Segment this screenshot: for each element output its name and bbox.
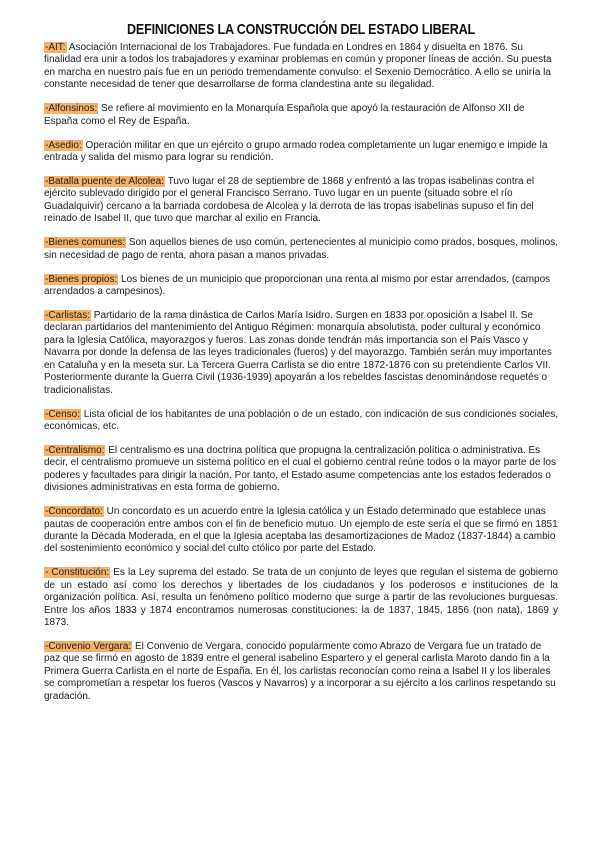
definition-entry — [44, 567, 558, 629]
definition-term: -Bienes propios: — [45, 273, 118, 285]
definition-term: -Carlistas: — [45, 310, 91, 322]
definition-term: -Batalla puente de Alcolea: — [45, 176, 164, 188]
definition-text: Tuvo lugar el 28 de septiembre de 1868 y enfrentó a las tropas isabelinas contra el ejército sublevado dirigido por el general Francisco Serrano. Tuvo lugar en un puente (situado sobre el río Guadalquivir) cercano a la barriada cordobesa de Alcolea y la derrota de las tropas isabelinas supuso el fin del reinado de Isabel II, que tuvo que marchar al exilio en Francia. — [44, 176, 535, 225]
definition-text: Lista oficial de los habitantes de una población o de un estado, con indicación de sus condiciones sociales, económicas, etc. — [44, 408, 558, 432]
definition-entry — [44, 42, 558, 92]
definition-entry — [44, 274, 558, 299]
definition-term: -Convenio Vergara: — [45, 640, 132, 652]
definition-term: -Censo: — [45, 408, 81, 420]
definition-text: Un concordato es un acuerdo entre la Iglesia católica y un Estado determinado que establece unas pautas de cooperación entre ambos con el fin de beneficio mutuo. Un ejemplo de este sería el que se firmó en 1851 durante la Década Moderada, en el que la Iglesia aceptaba las desamortizaciones de Madoz (1837-1844) a cambio del sostenimiento económico y social del culto ctólico por parte del Estado. — [44, 506, 558, 555]
definition-text: Son aquellos bienes de uso común, pertenecientes al municipio como prados, bosques, molinos, sin necesidad de pago de renta, ahora pasan a manos privadas. — [44, 237, 558, 261]
definition-term: - Constitución: — [45, 567, 110, 579]
definition-entry — [44, 641, 558, 703]
definition-text: El centralismo es una doctrina política que propugna la centralización política o administrativa. Es decir, el centralismo promueve un sistema político en el cual el gobierno central reúne todos o la mayor parte de los poderes y facultades para dirigir la nación. Por tanto, el Estado asume competencias ante los estados federados o divisiones administrativas en esta forma de gobierno. — [44, 444, 556, 494]
definition-term: -Alfonsinos: — [45, 103, 98, 115]
definition-term: -Asedio: — [45, 139, 82, 151]
page-title: DEFINICIONES LA CONSTRUCCIÓN DEL ESTADO LIBERAL — [126, 22, 475, 38]
definition-list — [44, 42, 558, 703]
definition-entry — [44, 506, 558, 556]
definition-entry — [44, 176, 558, 226]
definition-text: Partidario de la rama dinástica de Carlos María Isidro. Surgen en 1833 por oposición a Isabel II. Se declaran partidarios del mantenimiento del Antiguo Régimen: monarquía absolutista, poder cultural y económico para la Iglesia Católica, mayorazgos y fueros. Las zonas donde tendrán más importancia son el País Vasco y Navarra por donde la defensa de las leyes tradicionales (fueros) y del mayorazgo. También serán muy importantes en Cataluña y en la meseta sur. La Tercera Guerra Carlista se dio entre 1872-1876 con su pretendiente Carlos VII. Posteriormente durante la Guerra Civil (1936-1939) apoyarán a los rebeldes fascistas denominándose requetés o tradicionalistas. — [44, 310, 552, 396]
definition-term: -Bienes comunes: — [45, 237, 126, 249]
definition-entry — [44, 445, 558, 495]
definition-entry — [44, 310, 558, 397]
definition-term: -Concordato: — [45, 506, 103, 518]
definition-term: -AIT: — [45, 42, 66, 53]
definition-entry — [44, 237, 558, 262]
definition-entry — [44, 140, 558, 165]
definition-text: Los bienes de un municipio que proporcionan una renta al mismo por estar arrendados, (campos arrendados a campesinos). — [44, 273, 551, 298]
definition-entry — [44, 409, 558, 434]
definition-text: Se refiere al movimiento en la Monarquía Española que apoyó la restauración de Alfonso XII de España como el Rey de España. — [44, 103, 525, 127]
definition-term: -Centralismo: — [45, 444, 105, 456]
definition-entry — [44, 103, 558, 128]
definition-text: Es la Ley suprema del estado. Se trata de un conjunto de leyes que regulan el sistema de gobierno de un estado así como los derechos y libertades de los ciudadanos y los poderosos e instituciones de la organización política. Así, resulta un fenómeno político moderno que surge a partir de las revoluciones burguesas. Entre los años 1833 y 1874 encontramos numerosas constituciones: la de 1837, 1845, 1856 (non nata), 1869 y 1873. — [44, 567, 558, 628]
definition-text: Operación militar en que un ejército o grupo armado rodea completamente un lugar enemigo e impide la entrada y salida del mismo para lograr su rendición. — [44, 139, 548, 164]
definition-text: Asociación Internacional de los Trabajadores. Fue fundada en Londres en 1864 y disuelta en 1876. Su finalidad era unir a todos los trabajadores y examinar problemas en común y proponer líneas de acción. Su puesta en marcha en nuestro país fue en un periodo tremendamente convulso: el Sexenio Democrático. A ello se uniría la constante necesidad de tener que desarrollarse de forma clandestina ante su ilegalidad. — [44, 42, 552, 91]
definition-text: El Convenio de Vergara, conocido popularmente como Abrazo de Vergara fue un tratado de paz que se firmó en agosto de 1839 entre el general isabelino Espartero y el general carlista Maroto dando fin a la Primera Guerra Carlista en el norte de España. En él, los carlistas reconocían como reina a Isabel II y los liberales se comprometían a respetar los fueros (Vascos y Navarros) y a incorporar a su ejército a los carlinos respetando su gradación. — [44, 640, 556, 702]
